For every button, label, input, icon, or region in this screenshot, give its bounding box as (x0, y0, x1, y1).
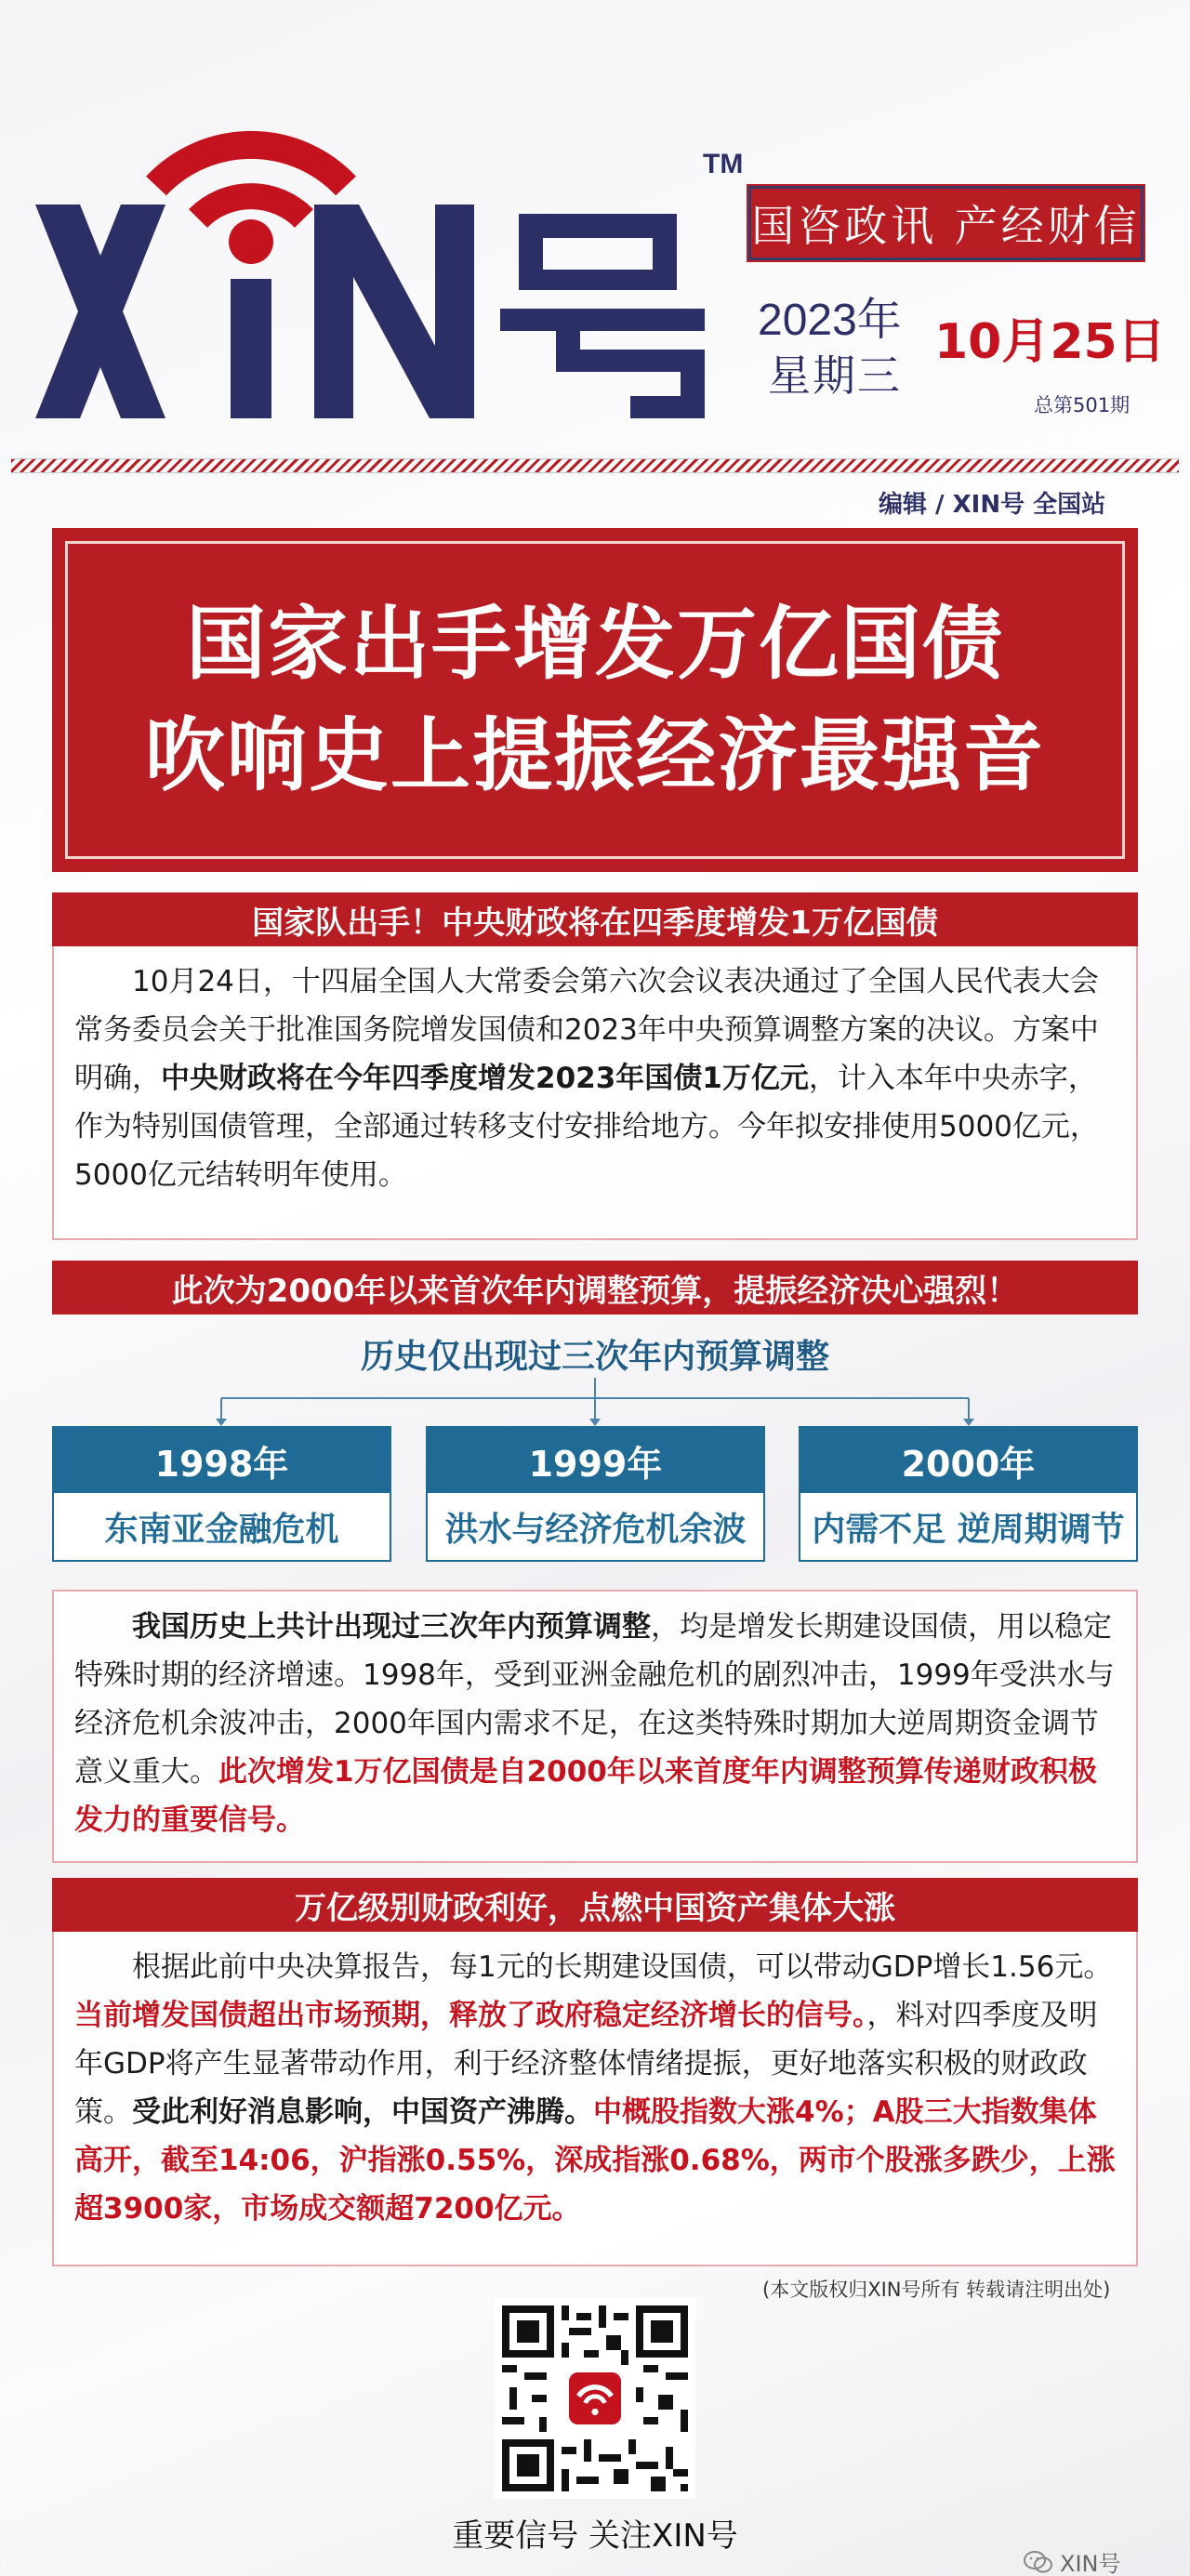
year-card-1998 (52, 1426, 391, 1562)
headline-line-1: 国家出手增发万亿国债 (186, 598, 1004, 691)
year-label: 2000年 (800, 1428, 1136, 1493)
year-label: 1998年 (54, 1428, 390, 1493)
section3-title: 万亿级别财政利好，点燃中国资产集体大涨 (52, 1878, 1138, 1932)
qr-code-icon (495, 2298, 695, 2499)
section2-title: 此次为2000年以来首次年内调整预算，提振经济决心强烈！ (52, 1261, 1138, 1314)
section1-title: 国家队出手！中央财政将在四季度增发1万亿国债 (52, 892, 1138, 946)
section1-body (52, 946, 1138, 1240)
section1-text-a: 10月24日，十四届全国人大常委会第六次会议表决通过了全国人民代表大会常务委员会关于批准国务院增发国债和2023年中央预算调整方案的决议。方案中明确， (74, 965, 1099, 1095)
issue-number: 总第501期 (1034, 394, 1130, 416)
section1-paragraph (74, 958, 1116, 1199)
history-title: 历史仅出现过三次年内预算调整 (360, 1338, 829, 1376)
section3-text-bold: 受此利好消息影响，中国资产沸腾。 (132, 2095, 593, 2129)
headline-line-2: 吹响史上提振经济最强音 (145, 709, 1045, 802)
year-card-1999 (426, 1426, 765, 1562)
issue-weekday: 星期三 (768, 350, 902, 401)
section1-text-b: ，计入本年中央赤字，作为特别国债管理，全部通过转移支付安排给地方。今年拟安排使用5000亿元，5000亿元结转明年使用。 (74, 1062, 1099, 1192)
headline-frame (65, 541, 1125, 859)
wechat-watermark (1023, 2545, 1120, 2576)
hatch-divider (11, 458, 1179, 473)
section2-body (52, 1590, 1138, 1863)
headline-banner (52, 528, 1138, 872)
section1-text-bold: 中央财政将在今年四季度增发2023年国债1万亿元 (161, 1062, 809, 1095)
xin-logo (35, 74, 742, 428)
year-card-2000 (799, 1426, 1138, 1562)
section3-text-red-2: 中概股指数大涨4%；A股三大指数集体高开，截至14:06，沪指涨0.55%，深成指涨0.68%，两市个股涨多跌少，上涨超3900家，市场成交额超7200亿元。 (74, 2095, 1116, 2226)
editor-credit: 编辑 / XIN号 全国站 (879, 491, 1106, 519)
section3-body (52, 1932, 1138, 2266)
timeline-connector (0, 1378, 1190, 1433)
wechat-icon (1023, 2550, 1054, 2574)
issue-date: 10月25日 (934, 314, 1166, 370)
section2-paragraph (74, 1603, 1116, 1844)
follow-cta: 重要信号 关注XIN号 (452, 2517, 738, 2555)
section3-text-b: ，料对四季度及明年GDP将产生显著带动作用，利于经济整体情绪提振，更好地落实积极的财政政策。 (74, 1999, 1098, 2129)
wechat-account-name: XIN号 (1060, 2551, 1121, 2576)
qr-code[interactable] (495, 2298, 695, 2499)
year-desc: 内需不足 逆周期调节 (812, 1510, 1125, 1549)
issue-year: 2023年 (758, 296, 902, 345)
trademark: TM (703, 149, 744, 179)
section3-text-red-1: 当前增发国债超出市场预期，释放了政府稳定经济增长的信号。 (74, 1999, 867, 2032)
year-desc: 洪水与经济危机余波 (444, 1510, 747, 1549)
xin-logo-icon (35, 74, 742, 428)
section3-paragraph (74, 1943, 1116, 2233)
section2-text-red: 此次增发1万亿国债是自2000年以来首度年内调整预算传递财政积极发力的重要信号。 (74, 1755, 1097, 1837)
year-label: 1999年 (428, 1428, 763, 1493)
section2-text-bold: 我国历史上共计出现过三次年内预算调整 (132, 1610, 651, 1644)
tagline: 国咨政讯 产经财信 (748, 186, 1144, 260)
year-desc: 东南亚金融危机 (104, 1510, 339, 1549)
section2-text-a: ，均是增发长期建设国债，用以稳定特殊时期的经济增速。1998年，受到亚洲金融危机的剧烈冲击，1999年受洪水与经济危机余波冲击，2000年国内需求不足，在这类特殊时期加大逆周期资金调节意义重大。 (74, 1610, 1115, 1789)
section3-text-a: 根据此前中央决算报告，每1元的长期建设国债，可以带动GDP增长1.56元。 (132, 1950, 1113, 1984)
copyright-note: (本文版权归XIN号所有 转载请注明出处) (762, 2279, 1111, 2301)
